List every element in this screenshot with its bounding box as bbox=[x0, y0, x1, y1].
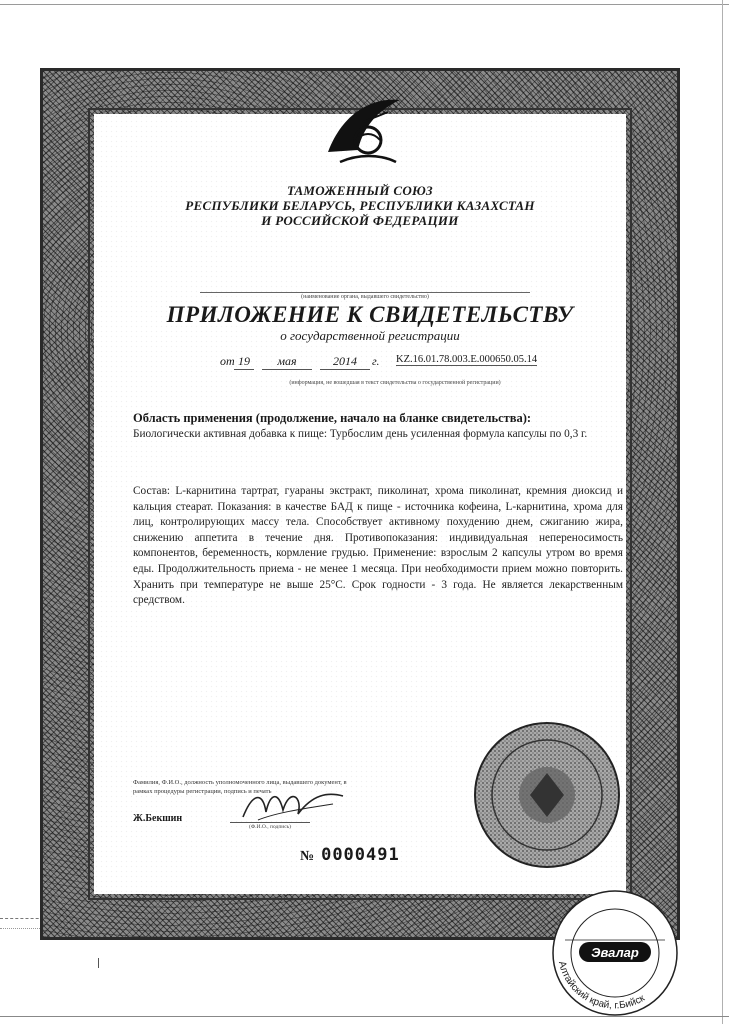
margin-mark bbox=[98, 958, 99, 968]
signer-caption: Фамилия, Ф.И.О., должность уполномоченного лица, выдавшего документ, в рамках процедуры регистрации, подпись и печать bbox=[133, 779, 347, 795]
section-heading: Область применения (продолжение, начало на бланке свидетельства): bbox=[133, 411, 532, 425]
product-name-paragraph: Биологически активная добавка к пище: Турбослим день усиленная формула капсулы по 0,3 г. bbox=[133, 428, 588, 440]
date-prefix: от bbox=[220, 354, 235, 368]
evalar-ring-text: Алтайский край, г.Бийск bbox=[555, 960, 647, 1012]
document-subtitle: о государственной регистрации bbox=[280, 328, 460, 343]
page-edge bbox=[0, 4, 729, 5]
form-serial-number bbox=[300, 845, 400, 865]
official-seal-icon bbox=[470, 718, 625, 873]
signer-name: Ж.Бекшин bbox=[133, 813, 183, 824]
signature-caption: (Ф.И.О., подпись) bbox=[249, 824, 291, 830]
date-year-suffix: г. bbox=[372, 354, 380, 368]
page-edge bbox=[722, 0, 723, 1024]
signature-line bbox=[230, 822, 310, 823]
registration-number: KZ.16.01.78.003.E.000650.05.14 bbox=[396, 354, 538, 365]
date-year: 2014 bbox=[320, 354, 370, 370]
number-sign: № bbox=[300, 849, 316, 864]
union-title: ТАМОЖЕННЫЙ СОЮЗ bbox=[287, 183, 433, 198]
date-day: 19 bbox=[234, 354, 254, 370]
date-month: мая bbox=[262, 354, 312, 370]
date-registration-row bbox=[220, 354, 620, 374]
composition-paragraph: Состав: L-карнитина тартрат, гуараны экстракт, пиколинат, хрома пиколинат, кремния диоксид и кальция стеарат. Показания: в качестве БАД к пище - источника кофеина, L-карнитина, хрома для лиц, контролирующих массу тела. Способствует активному похудению днем, сжиганию жира, снижению аппетита в течение дня. Противопоказания: индивидуальная непереносимость компонентов, беременность, кормление грудью. Применение: взрослым 2 капсулы утром во время еды. Продолжительность приема - не менее 1 месяца. При необходимости прием можно повторить. Хранить при температуре не выше 25°С. Срок годности - 3 года. Не является лекарственным средством. bbox=[133, 485, 623, 607]
issuer-caption: (наименование органа, выдавшего свидетельство) bbox=[200, 292, 530, 300]
customs-union-emblem-icon bbox=[318, 92, 408, 182]
customs-union-header bbox=[150, 183, 570, 228]
serial-value: 0000491 bbox=[321, 845, 400, 865]
union-members: РЕСПУБЛИКИ БЕЛАРУСЬ, РЕСПУБЛИКИ КАЗАХСТАН bbox=[185, 198, 535, 213]
evalar-logo-text: Эвалар bbox=[591, 945, 639, 960]
handwritten-signature bbox=[238, 782, 348, 827]
union-members: И РОССИЙСКОЙ ФЕДЕРАЦИИ bbox=[261, 213, 459, 228]
registration-caption: (информация, не вошедшая в текст свидетельства о государственной регистрации) bbox=[289, 380, 501, 386]
evalar-stamp bbox=[535, 878, 685, 1023]
document-title: ПРИЛОЖЕНИЕ К СВИДЕТЕЛЬСТВУ bbox=[166, 302, 574, 327]
